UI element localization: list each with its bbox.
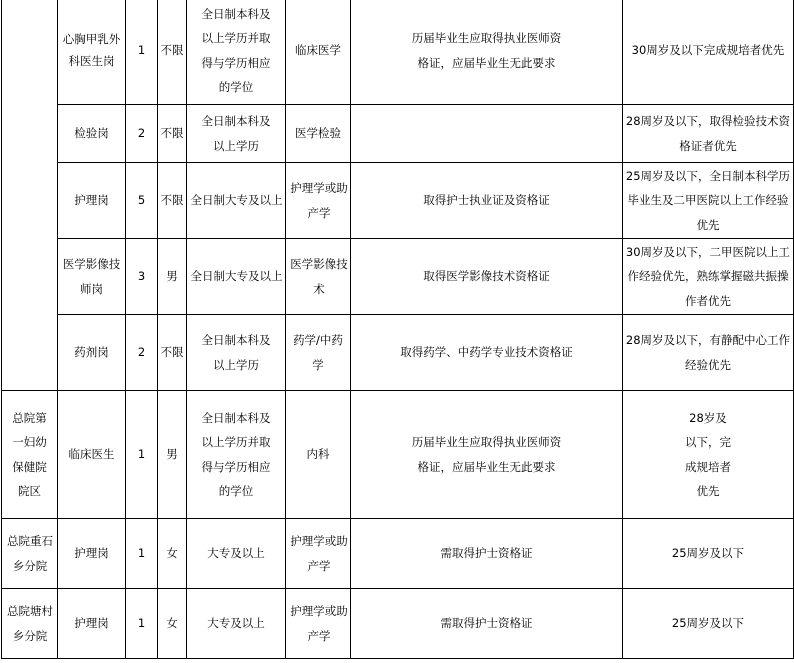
count-cell: 1	[126, 519, 158, 589]
count-cell: 3	[126, 239, 158, 315]
other-cell: 28周岁及以下，有静配中心工作经验优先	[623, 315, 794, 391]
recruitment-table	[1, 0, 794, 659]
table-row	[2, 105, 794, 163]
table-row	[2, 589, 794, 659]
position-cell: 临床医生	[58, 391, 126, 519]
count-cell: 1	[126, 0, 158, 105]
position-cell: 护理岗	[58, 589, 126, 659]
count-cell: 1	[126, 589, 158, 659]
other-cell: 30周岁及以下，二甲医院以上工作经验优先，熟练掌握磁共振操作者优先	[623, 239, 794, 315]
qualification-cell: 历届毕业生应取得执业医师资格证，应届毕业生无此要求	[351, 391, 623, 519]
gender-cell: 不限	[158, 163, 187, 239]
qualification-cell: 需取得护士资格证	[351, 589, 623, 659]
table-row	[2, 0, 794, 105]
table-row	[2, 315, 794, 391]
other-cell: 28周岁及以下，取得检验技术资格证者优先	[623, 105, 794, 163]
position-cell: 心胸甲乳外科医生岗	[58, 0, 126, 105]
education-cell: 全日制本科及以上学历并取得与学历相应的学位	[187, 0, 286, 105]
table-row	[2, 239, 794, 315]
count-cell: 1	[126, 391, 158, 519]
gender-cell: 不限	[158, 315, 187, 391]
education-cell: 全日制本科及以上学历	[187, 315, 286, 391]
major-cell: 护理学或助产学	[286, 589, 351, 659]
gender-cell: 女	[158, 519, 187, 589]
education-cell: 大专及以上	[187, 589, 286, 659]
table-row	[2, 391, 794, 519]
major-cell: 内科	[286, 391, 351, 519]
major-cell: 护理学或助产学	[286, 163, 351, 239]
dept-cell	[2, 0, 58, 391]
qualification-cell: 需取得护士资格证	[351, 519, 623, 589]
table-row	[2, 163, 794, 239]
gender-cell: 女	[158, 589, 187, 659]
qualification-cell: 取得药学、中药学专业技术资格证	[351, 315, 623, 391]
dept-cell: 总院第一妇幼保健院院区	[2, 391, 58, 519]
position-cell: 药剂岗	[58, 315, 126, 391]
major-cell: 护理学或助产学	[286, 519, 351, 589]
qualification-cell: 取得医学影像技术资格证	[351, 239, 623, 315]
count-cell: 2	[126, 105, 158, 163]
education-cell: 全日制大专及以上	[187, 239, 286, 315]
qualification-cell: 历届毕业生应取得执业医师资格证，应届毕业生无此要求	[351, 0, 623, 105]
other-cell: 25周岁及以下	[623, 519, 794, 589]
position-cell: 医学影像技师岗	[58, 239, 126, 315]
table-row	[2, 519, 794, 589]
gender-cell: 不限	[158, 105, 187, 163]
count-cell: 2	[126, 315, 158, 391]
position-cell: 护理岗	[58, 519, 126, 589]
gender-cell: 不限	[158, 0, 187, 105]
major-cell: 药学/中药学	[286, 315, 351, 391]
gender-cell: 男	[158, 239, 187, 315]
major-cell: 医学影像技术	[286, 239, 351, 315]
education-cell: 全日制本科及以上学历并取得与学历相应的学位	[187, 391, 286, 519]
major-cell: 医学检验	[286, 105, 351, 163]
qualification-cell	[351, 105, 623, 163]
other-cell: 25周岁及以下	[623, 589, 794, 659]
education-cell: 全日制本科及以上学历	[187, 105, 286, 163]
other-cell: 25周岁及以下，全日制本科学历毕业生及二甲医院以上工作经验优先	[623, 163, 794, 239]
position-cell: 护理岗	[58, 163, 126, 239]
qualification-cell: 取得护士执业证及资格证	[351, 163, 623, 239]
dept-cell: 总院重石乡分院	[2, 519, 58, 589]
dept-cell: 总院塘村乡分院	[2, 589, 58, 659]
position-cell: 检验岗	[58, 105, 126, 163]
other-cell: 30周岁及以下完成规培者优先	[623, 0, 794, 105]
count-cell: 5	[126, 163, 158, 239]
other-cell: 28岁及以下，完成规培者优先	[623, 391, 794, 519]
education-cell: 全日制大专及以上	[187, 163, 286, 239]
major-cell: 临床医学	[286, 0, 351, 105]
gender-cell: 男	[158, 391, 187, 519]
education-cell: 大专及以上	[187, 519, 286, 589]
